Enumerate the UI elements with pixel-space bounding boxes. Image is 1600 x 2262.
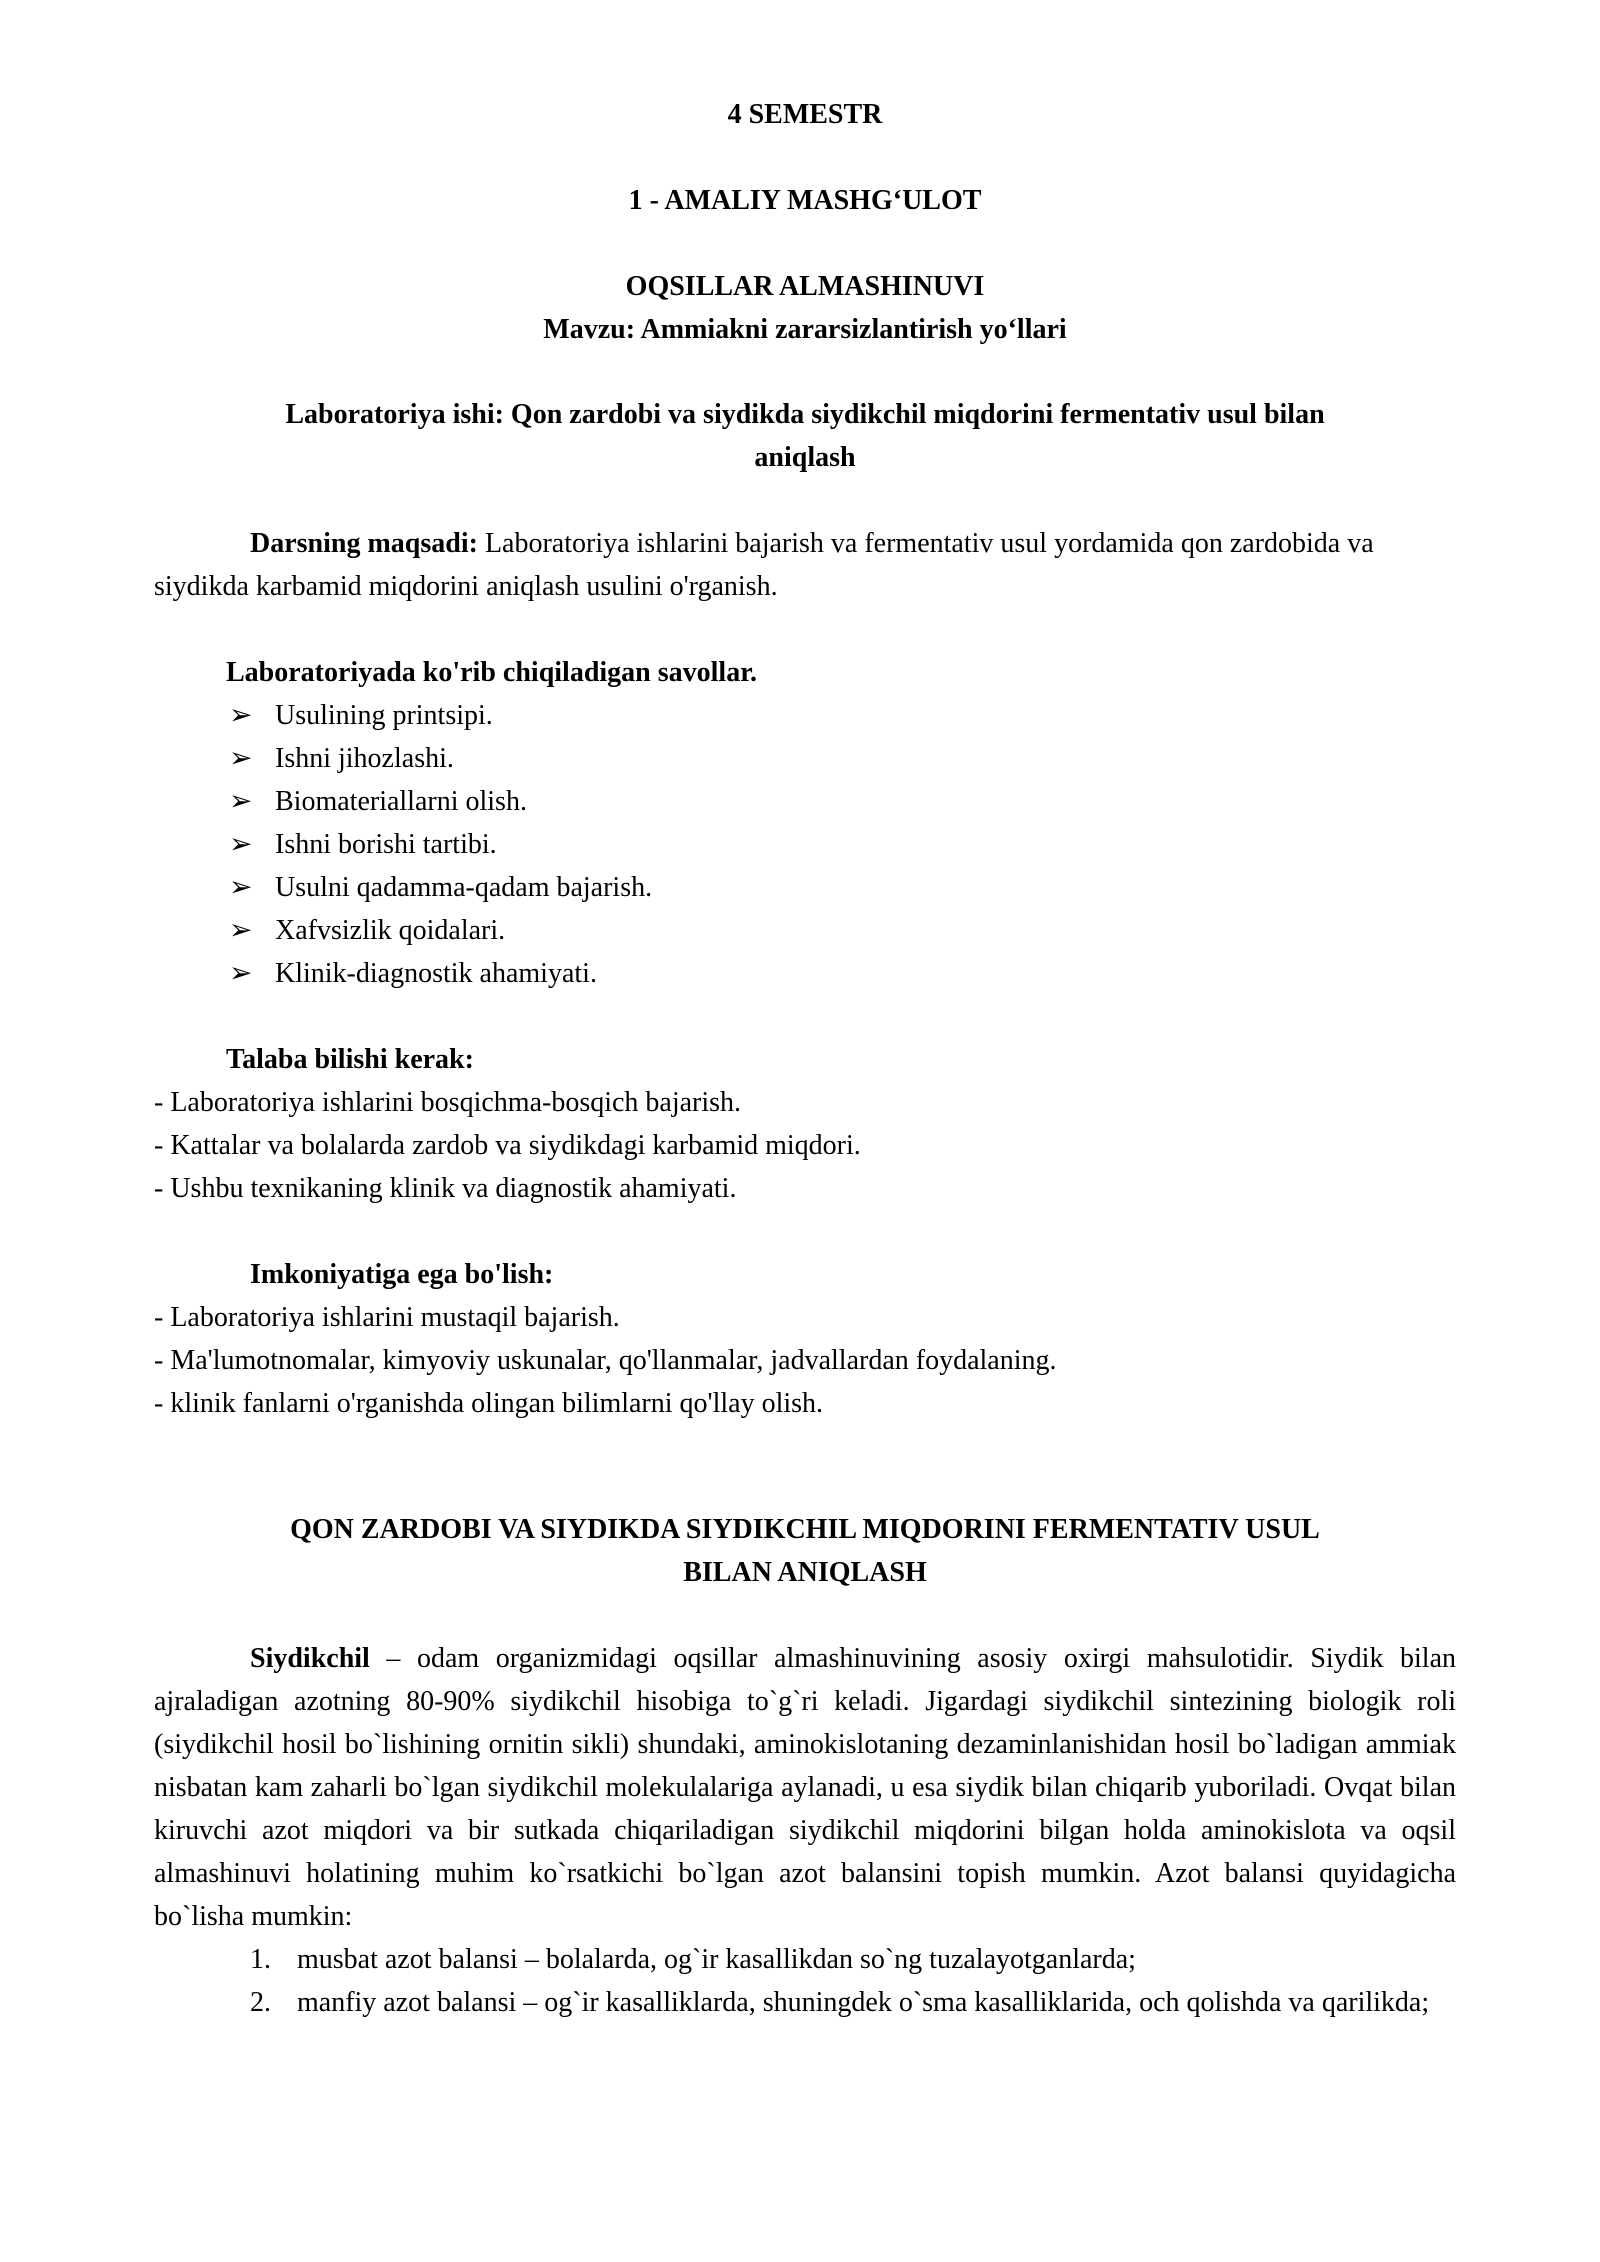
goal-paragraph xyxy=(154,522,1456,608)
be-able-heading: Imkoniyatiga ega bo'lish: xyxy=(250,1259,554,1290)
lab-title xyxy=(154,393,1456,479)
arrow-bullet-icon: ➢ xyxy=(229,786,253,817)
paragraph-text: – odam organizmidagi oqsillar almashinuvining asosiy oxirgi mahsulotidir. Siydik bilan ajraladigan azotning 80-90% siydikchil hisobiga to`g`ri keladi. Jigardagi siydikchil sintezining biologik roli (siydikchil hosil bo`lishining ornitin sikli) shundaki, aminokislotaning dezaminlanishidan hosil bo`ladigan ammiak nisbatan kam zaharli bo`lgan siydikchil molekulalariga aylanadi, u esa siydik bilan chiqarib yuboriladi. Ovqat bilan kiruvchi azot miqdori va bir sutkada chiqariladigan siydikchil miqdorini bilgan holda aminokislota va oqsil almashinuvi holatining muhim ko`rsatkichi bo`lgan azot balansini topish mumkin. Azot balansi quyidagicha bo`lisha mumkin: xyxy=(154,1643,1456,1932)
goal-label: Darsning maqsadi: xyxy=(250,528,478,559)
arrow-bullet-icon: ➢ xyxy=(229,958,253,989)
topic-title: Mavzu: Ammiakni zararsizlantirish yo‘llari xyxy=(543,314,1067,345)
balance-list xyxy=(154,1938,1456,2024)
lead-term: Siydikchil xyxy=(250,1643,370,1674)
list-item: - klinik fanlarni o'rganishda olingan bilimlarni qo'llay olish. xyxy=(154,1388,824,1419)
main-section-title xyxy=(154,1508,1456,1594)
list-item: 1. musbat azot balansi – bolalarda, og`ir kasallikdan so`ng tuzalayotganlarda; xyxy=(154,1938,1456,1981)
list-item: ➢ Usulining printsipi. xyxy=(154,694,1456,737)
arrow-bullet-icon: ➢ xyxy=(229,915,253,946)
list-item: - Laboratoriya ishlarini bosqichma-bosqich bajarish. xyxy=(154,1087,742,1118)
arrow-bullet-icon: ➢ xyxy=(229,872,253,903)
section-title: OQSILLAR ALMASHINUVI xyxy=(625,271,985,302)
list-item: ➢ Ishni borishi tartibi. xyxy=(154,823,1456,866)
lab-title-line1: Laboratoriya ishi: Qon zardobi va siydikda siydikchil miqdorini fermentativ usul bilan xyxy=(285,399,1325,430)
topic-heading xyxy=(154,265,1456,351)
arrow-bullet-icon: ➢ xyxy=(229,829,253,860)
be-able-section xyxy=(154,1253,1456,1425)
main-title-line1: QON ZARDOBI VA SIYDIKDA SIYDIKCHIL MIQDORINI FERMENTATIV USUL xyxy=(290,1514,1320,1545)
goal-text: Laboratoriya ishlarini bajarish va fermentativ usul yordamida qon zardobida va siydikda karbamid miqdorini aniqlash usulini o'rganish. xyxy=(154,528,1374,602)
list-item: - Laboratoriya ishlarini mustaqil bajarish. xyxy=(154,1302,620,1333)
list-item: ➢ Usulni qadamma-qadam bajarish. xyxy=(154,866,1456,909)
questions-heading: Laboratoriyada ko'rib chiqiladigan savollar. xyxy=(226,657,758,688)
list-number: 2. xyxy=(250,1987,271,2018)
list-item: ➢ Klinik-diagnostik ahamiyati. xyxy=(154,952,1456,995)
semester-title: 4 SEMESTR xyxy=(727,99,883,130)
semester-heading xyxy=(154,93,1456,136)
must-know-heading: Talaba bilishi kerak: xyxy=(226,1044,474,1075)
list-item: - Ushbu texnikaning klinik va diagnostik ahamiyati. xyxy=(154,1173,737,1204)
lesson-heading xyxy=(154,179,1456,222)
list-item: 2. manfiy azot balansi – og`ir kasalliklarda, shuningdek o`sma kasalliklarida, och qolishda va qarilikda; xyxy=(154,1981,1456,2024)
lesson-title: 1 - AMALIY MASHG‘ULOT xyxy=(628,185,982,216)
arrow-bullet-icon: ➢ xyxy=(229,743,253,774)
main-title-line2: BILAN ANIQLASH xyxy=(683,1557,927,1588)
list-item: - Kattalar va bolalarda zardob va siydikdagi karbamid miqdori. xyxy=(154,1130,861,1161)
lab-title-line2: aniqlash xyxy=(754,442,856,473)
must-know-section xyxy=(154,1038,1456,1210)
questions-list xyxy=(154,694,1456,995)
list-item: ➢ Ishni jihozlashi. xyxy=(154,737,1456,780)
list-item: ➢ Xafvsizlik qoidalari. xyxy=(154,909,1456,952)
list-item: - Ma'lumotnomalar, kimyoviy uskunalar, qo'llanmalar, jadvallardan foydalaning. xyxy=(154,1345,1057,1376)
main-paragraph xyxy=(154,1637,1456,2024)
list-number: 1. xyxy=(250,1944,271,1975)
list-item: ➢ Biomateriallarni olish. xyxy=(154,780,1456,823)
arrow-bullet-icon: ➢ xyxy=(229,700,253,731)
questions-section xyxy=(154,651,1456,995)
